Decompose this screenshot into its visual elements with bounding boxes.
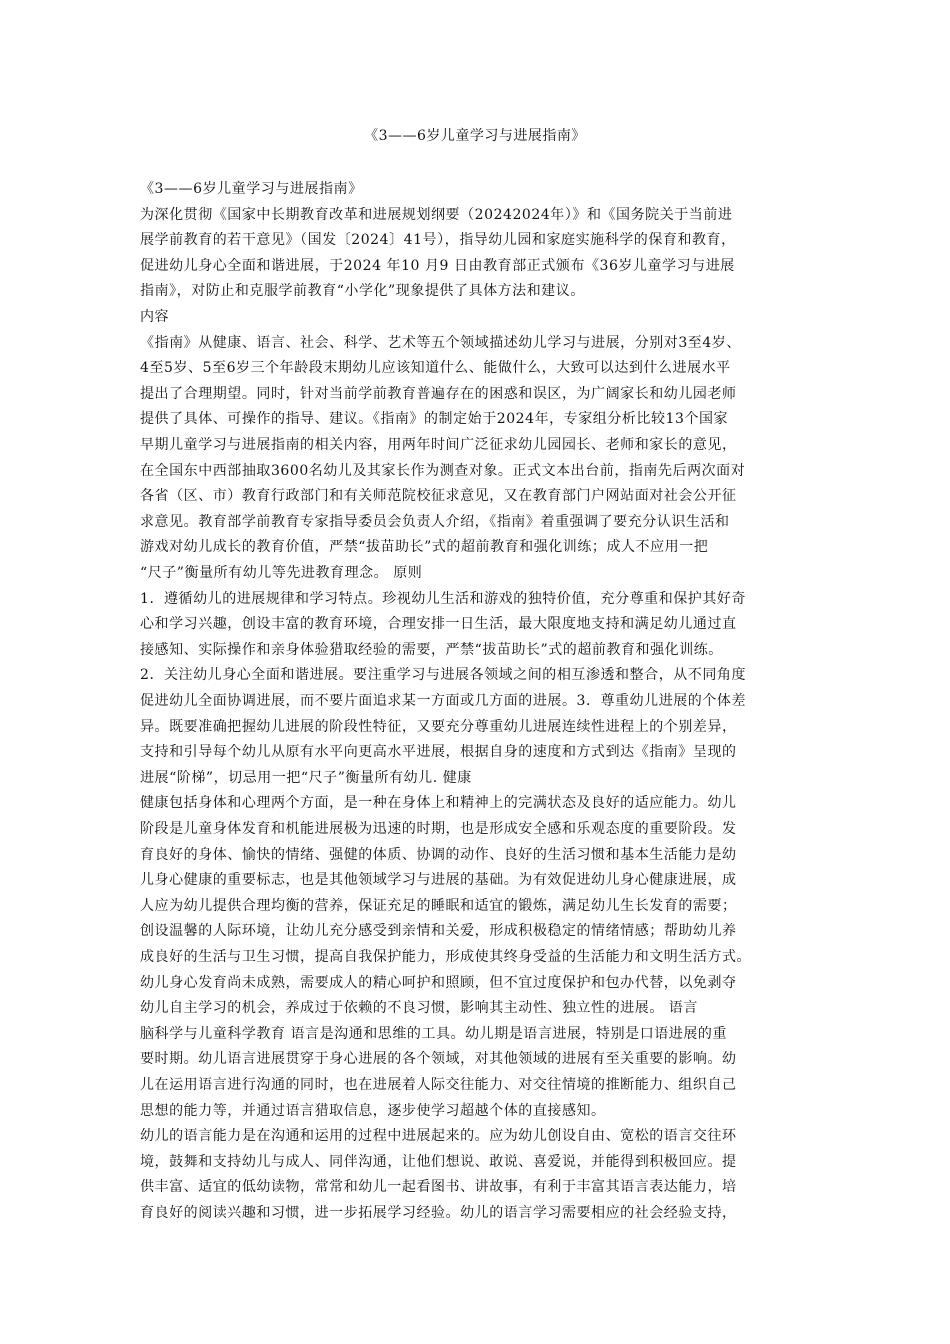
paragraph-line: 儿在运用语言进行沟通的同时，也在进展着人际交往能力、对交往情境的推断能力、组织自己 xyxy=(140,1077,737,1093)
paragraph-line: 促进幼儿全面协调进展，而不要片面追求某一方面或几方面的进展。3．尊重幼儿进展的个体差 xyxy=(140,693,747,709)
paragraph-line: 育良好的阅读兴趣和习惯，进一步拓展学习经验。幼儿的语言学习需要相应的社会经验支持， xyxy=(140,1205,737,1221)
paragraph-line: 人应为幼儿提供合理均衡的营养，保证充足的睡眠和适宜的锻炼，满足幼儿生长发育的需要； xyxy=(140,897,737,914)
paragraph-line: 幼儿的语言能力是在沟通和运用的过程中进展起来的。应为幼儿创设自由、宽松的语言交往环 xyxy=(140,1128,737,1145)
paragraph-line: 为深化贯彻《国家中长期教育改革和进展规划纲要（20242024年）》和《国务院关于当前进 xyxy=(140,206,733,223)
paragraph-line: 脑科学与儿童科学教育 语言是沟通和思维的工具。幼儿期是语言进展，特别是口语进展的重 xyxy=(140,1025,727,1042)
paragraph-line: 心和学习兴趣，创设丰富的教育环境，合理安排一日生活，最大限度地支持和满足幼儿通过直 xyxy=(140,616,737,633)
paragraph-line: 2．关注幼儿身心全面和谐进展。要注重学习与进展各领域之间的相互渗透和整合，从不同角度 xyxy=(140,667,747,684)
paragraph-line: 思想的能力等，并通过语言猎取信息，逐步使学习超越个体的直接感知。 xyxy=(140,1102,606,1119)
paragraph-line: 各省（区、市）教育行政部门和有关师范院校征求意见，又在教育部门户网站面对社会公开征 xyxy=(140,488,737,505)
paragraph-line: 在全国东中西部抽取3600名幼儿及其家长作为测查对象。正式文本出台前，指南先后两次面对 xyxy=(140,462,746,479)
paragraph-line: 促进幼儿身心全面和谐进展，于2024 年10 月9 日由教育部正式颁布《36岁儿童学习与进展 xyxy=(140,257,735,274)
paragraph-line: 《3——6岁儿童学习与进展指南》 xyxy=(140,181,363,197)
paragraph-line: 4至5岁、5至6岁三个年龄段末期幼儿应该知道什么、能做什么，大致可以达到什么进展水平 xyxy=(140,360,731,377)
paragraph-line: 健康包括身体和心理两个方面，是一种在身体上和精神上的完满状态及良好的适应能力。幼儿 xyxy=(140,795,737,812)
paragraph-line: 提出了合理期望。同时，针对当前学前教育普遍存在的困惑和误区，为广阔家长和幼儿园老师 xyxy=(140,385,737,402)
paragraph-line: 幼儿自主学习的机会，养成过于依赖的不良习惯，影响其主动性、独立性的进展。 语言 xyxy=(140,1000,698,1017)
paragraph-line: 阶段是儿童身体发育和机能进展极为迅速的时期，也是形成安全感和乐观态度的重要阶段。发 xyxy=(140,821,737,837)
paragraph-line: 《指南》从健康、语言、社会、科学、艺术等五个领域描述幼儿学习与进展，分别对3至4岁、 xyxy=(140,334,741,351)
paragraph-line: 儿身心健康的重要标志，也是其他领域学习与进展的基础。为有效促进幼儿身心健康进展，成 xyxy=(140,872,737,889)
document-title: 《3——6岁儿童学习与进展指南》 xyxy=(364,128,586,144)
paragraph-line: 1．遵循幼儿的进展规律和学习特点。珍视幼儿生活和游戏的独特价值，充分尊重和保护其好奇 xyxy=(140,590,747,607)
paragraph-line: 成良好的生活与卫生习惯，提高自我保护能力，形成使其终身受益的生活能力和文明生活方式。 xyxy=(140,949,752,965)
paragraph-line: “尺子”衡量所有幼儿等先进教育理念。 原则 xyxy=(140,565,423,581)
paragraph-line: 指南》，对防止和克服学前教育“小学化”现象提供了具体方法和建议。 xyxy=(140,283,585,300)
paragraph-line: 供丰富、适宜的低幼读物，常常和幼儿一起看图书、讲故事，有利于丰富其语言表达能力，培 xyxy=(140,1179,737,1196)
paragraph-line: 游戏对幼儿成长的教育价值，严禁“拔苗助长”式的超前教育和强化训练；成人不应用一把 xyxy=(140,539,709,556)
paragraph-line: 创设温馨的人际环境，让幼儿充分感受到亲情和关爱，形成积极稳定的情绪情感；帮助幼儿养 xyxy=(140,923,737,940)
paragraph-line: 内容 xyxy=(140,309,170,325)
paragraph-line: 求意见。教育部学前教育专家指导委员会负责人介绍，《指南》着重强调了要充分认识生活和 xyxy=(140,513,730,530)
paragraph-line: 早期儿童学习与进展指南的相关内容，用两年时间广泛征求幼儿园园长、老师和家长的意见， xyxy=(140,437,737,453)
paragraph-line: 提供了具体、可操作的指导、建议。《指南》的制定始于2024年，专家组分析比较13个国家 xyxy=(140,411,729,428)
paragraph-line: 支持和引导每个幼儿从原有水平向更高水平进展，根据自身的速度和方式到达《指南》呈现的 xyxy=(140,744,737,761)
paragraph-line: 展学前教育的若干意见》（国发〔2024〕41号），指导幼儿园和家庭实施科学的保育和教育， xyxy=(140,232,736,249)
paragraph-line: 接感知、实际操作和亲身体验猎取经验的需要，严禁“拔苗助长”式的超前教育和强化训练。 xyxy=(140,641,723,658)
paragraph-line: 进展“阶梯”，切忌用一把“尺子”衡量所有幼儿. 健康 xyxy=(140,769,472,786)
paragraph-line: 幼儿身心发育尚未成熟，需要成人的精心呵护和照顾，但不宜过度保护和包办代替，以免剥夺 xyxy=(140,974,737,991)
paragraph-line: 育良好的身体、愉快的情绪、强健的体质、协调的动作、良好的生活习惯和基本生活能力是幼 xyxy=(140,846,737,863)
paragraph-line: 境，鼓舞和支持幼儿与成人、同伴沟通，让他们想说、敢说、喜爱说，并能得到积极回应。提 xyxy=(140,1153,737,1170)
paragraph-line: 要时期。幼儿语言进展贯穿于身心进展的各个领域，对其他领域的进展有至关重要的影响。幼 xyxy=(140,1051,737,1068)
paragraph-line: 异。既要准确把握幼儿进展的阶段性特征，又要充分尊重幼儿进展连续性进程上的个别差异， xyxy=(140,718,737,735)
